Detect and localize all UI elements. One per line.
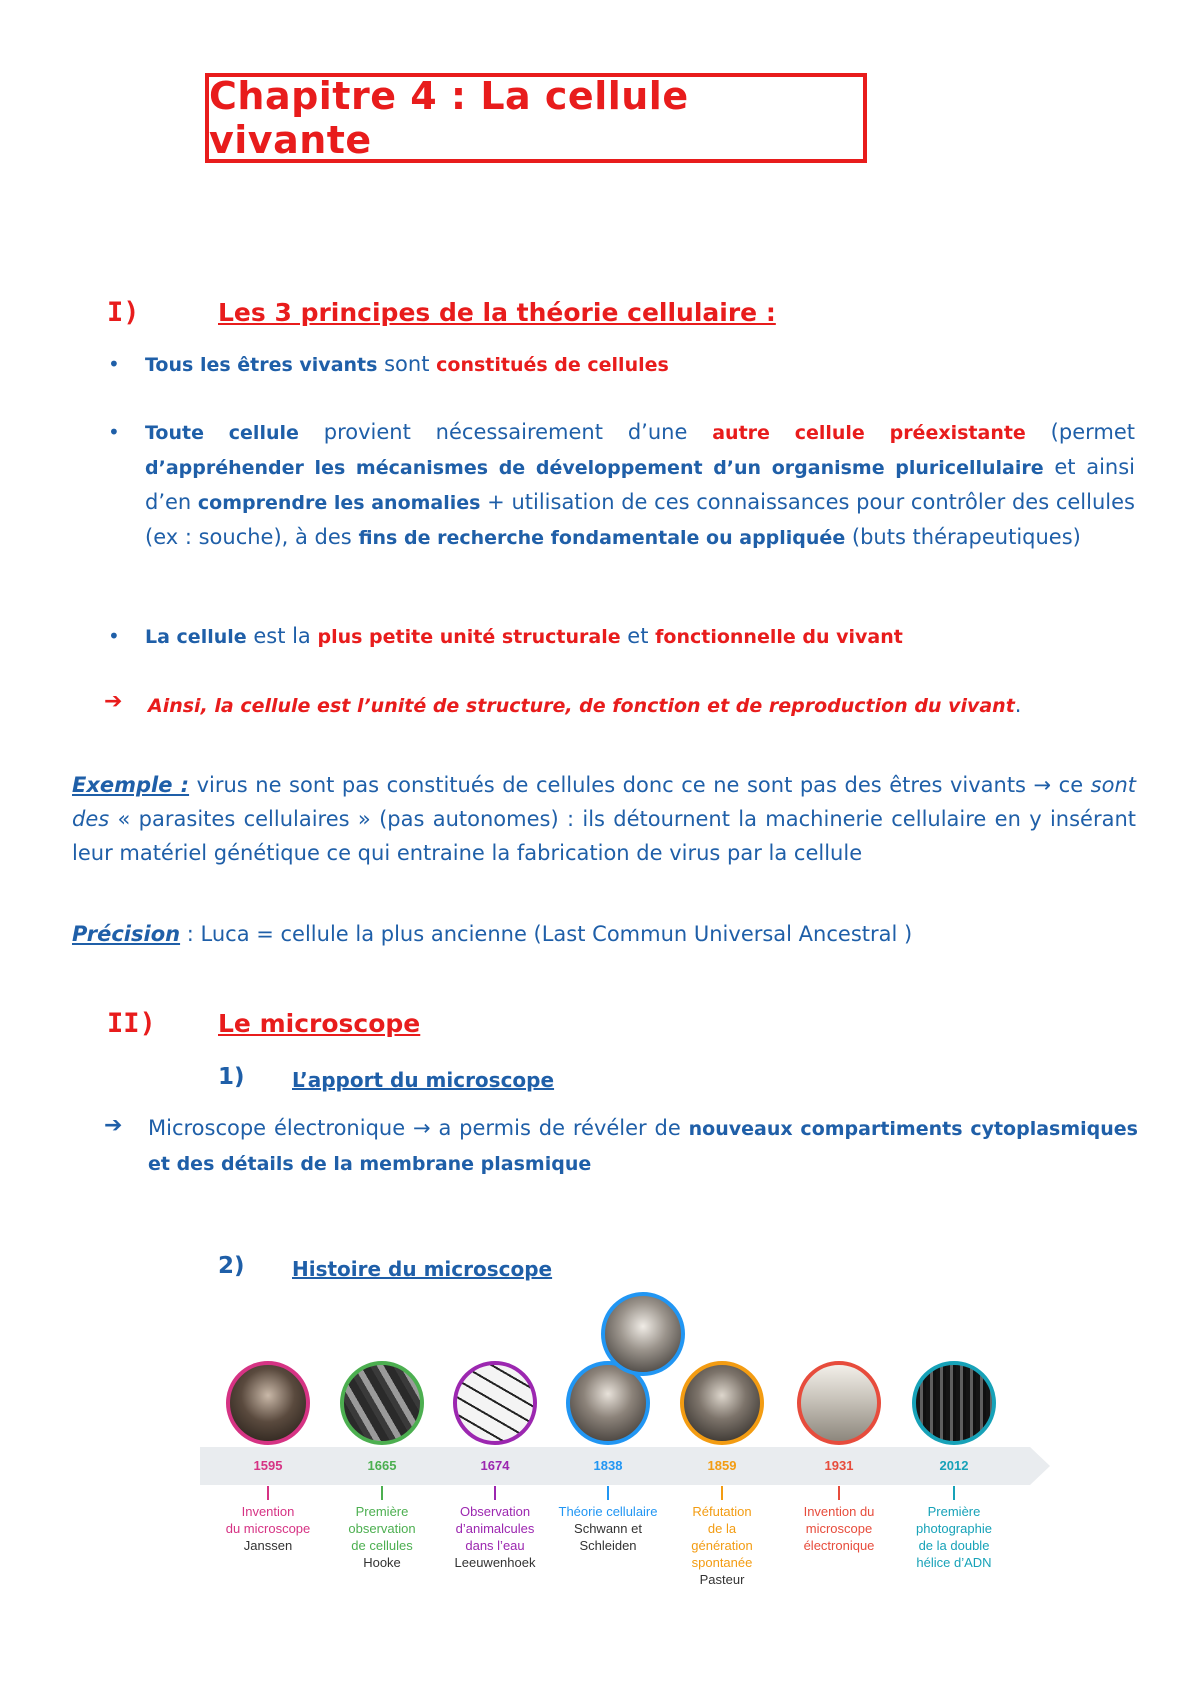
timeline-event-line: de la — [707, 1521, 737, 1536]
timeline-scientist: Schwann et — [574, 1521, 642, 1536]
timeline-event-line: génération — [691, 1538, 753, 1553]
section2-number: II) — [107, 1008, 156, 1039]
timeline-tick — [607, 1486, 609, 1500]
timeline-year: 1595 — [253, 1458, 283, 1473]
timeline-event-line: d’animalcules — [455, 1521, 535, 1536]
animalcules-illustration — [453, 1361, 537, 1445]
principle-1: Tous les êtres vivants sont constitués de cellules — [145, 352, 669, 376]
timeline-event-line: Première — [355, 1504, 409, 1519]
dna-photo — [912, 1361, 996, 1445]
timeline-label — [317, 1503, 447, 1571]
principle-2: Toute cellule provient nécessairement d’une autre cellule préexistante (permet d’appréhender les mécanismes de développement d’un organisme pluricellulaire et ainsi d’en comprendre les anomalies + utilisation de ces connaissances pour contrôler des cellules (ex : souche), à des fins de recherche fondamentale ou appliquée (buts thérapeutiques) — [145, 420, 1135, 549]
section1-title: Les 3 principes de la théorie cellulaire : — [218, 298, 776, 327]
timeline-event-line: dans l’eau — [465, 1538, 525, 1553]
timeline-arrow-tip — [1030, 1447, 1050, 1485]
timeline-tick — [953, 1486, 955, 1500]
subsection2-title: Histoire du microscope — [292, 1257, 553, 1281]
timeline-label — [774, 1503, 904, 1554]
section1-number: I) — [107, 297, 140, 328]
subsection2-number: 2) — [218, 1253, 245, 1279]
timeline-event-line: observation — [348, 1521, 416, 1536]
subsection1-number: 1) — [218, 1064, 245, 1090]
bullet-dot: • — [108, 420, 120, 444]
timeline-year: 1859 — [707, 1458, 737, 1473]
subsection1-title: L’apport du microscope — [292, 1068, 555, 1092]
bullet-dot: • — [108, 352, 120, 376]
timeline-label — [657, 1503, 787, 1588]
timeline-event-line: photographie — [916, 1521, 992, 1536]
timeline-year: 1838 — [593, 1458, 623, 1473]
timeline-year: 2012 — [939, 1458, 969, 1473]
timeline-scientist: Janssen — [243, 1538, 293, 1553]
timeline-label — [430, 1503, 560, 1571]
timeline-year: 1931 — [824, 1458, 854, 1473]
timeline-event-line: Réfutation — [692, 1504, 752, 1519]
timeline-event-line: de cellules — [351, 1538, 413, 1553]
bullet-dot: • — [108, 624, 120, 648]
timeline-scientist: Hooke — [363, 1555, 401, 1570]
chapter-title: Chapitre 4 : La cellule vivante — [209, 74, 689, 162]
timeline-event-line: Invention — [241, 1504, 295, 1519]
schleiden-portrait — [601, 1292, 685, 1376]
timeline-year: 1665 — [367, 1458, 397, 1473]
timeline-event-line: électronique — [803, 1538, 875, 1553]
principle-3: La cellule est la plus petite unité structurale et fonctionnelle du vivant — [145, 624, 903, 648]
precision-paragraph: Précision : Luca = cellule la plus ancienne (Last Commun Universal Ancestral ) — [72, 922, 913, 946]
timeline-tick — [838, 1486, 840, 1500]
electron-microscope-photo — [797, 1361, 881, 1445]
timeline-scientist: Leeuwenhoek — [454, 1555, 536, 1570]
timeline-tick — [721, 1486, 723, 1500]
example-paragraph: Exemple : virus ne sont pas constitués de cellules donc ce ne sont pas des êtres vivants → ce sont des « parasites cellulaires » (pas autonomes) : ils détournent la machinerie cellulaire en y insérant leur matériel génétique ce qui entraine la fabrication de virus par la cellule — [72, 773, 1136, 865]
janssen-portrait — [226, 1361, 310, 1445]
timeline-event-line: Observation — [459, 1504, 531, 1519]
timeline-event-line: Première — [927, 1504, 981, 1519]
timeline-event-line: Invention du — [803, 1504, 875, 1519]
timeline-event-line: Théorie cellulaire — [558, 1504, 658, 1519]
timeline-event-line: microscope — [805, 1521, 873, 1536]
timeline-label — [203, 1503, 333, 1554]
timeline-scientist: Schleiden — [579, 1538, 637, 1553]
cells-illustration — [340, 1361, 424, 1445]
timeline-event-line: spontanée — [691, 1555, 753, 1570]
arrow-icon: ➔ — [104, 1113, 123, 1138]
timeline-event-line: de la double — [918, 1538, 990, 1553]
timeline-tick — [494, 1486, 496, 1500]
timeline-year: 1674 — [480, 1458, 510, 1473]
timeline-scientist: Pasteur — [699, 1572, 745, 1587]
chapter-title-box — [205, 73, 867, 163]
timeline-event-line: du microscope — [225, 1521, 311, 1536]
microscope-contribution: Microscope électronique → a permis de révéler de nouveaux compartiments cytoplasmiques et des détails de la membrane plasmique — [148, 1116, 1138, 1175]
pasteur-portrait — [680, 1361, 764, 1445]
timeline-event-line: hélice d’ADN — [916, 1555, 992, 1570]
timeline-tick — [267, 1486, 269, 1500]
timeline-label — [543, 1503, 673, 1554]
timeline-label — [889, 1503, 1019, 1571]
timeline-tick — [381, 1486, 383, 1500]
section2-title: Le microscope — [218, 1009, 421, 1038]
arrow-icon: ➔ — [104, 689, 123, 714]
conclusion: Ainsi, la cellule est l’unité de structure, de fonction et de reproduction du vivant. — [148, 693, 1022, 717]
